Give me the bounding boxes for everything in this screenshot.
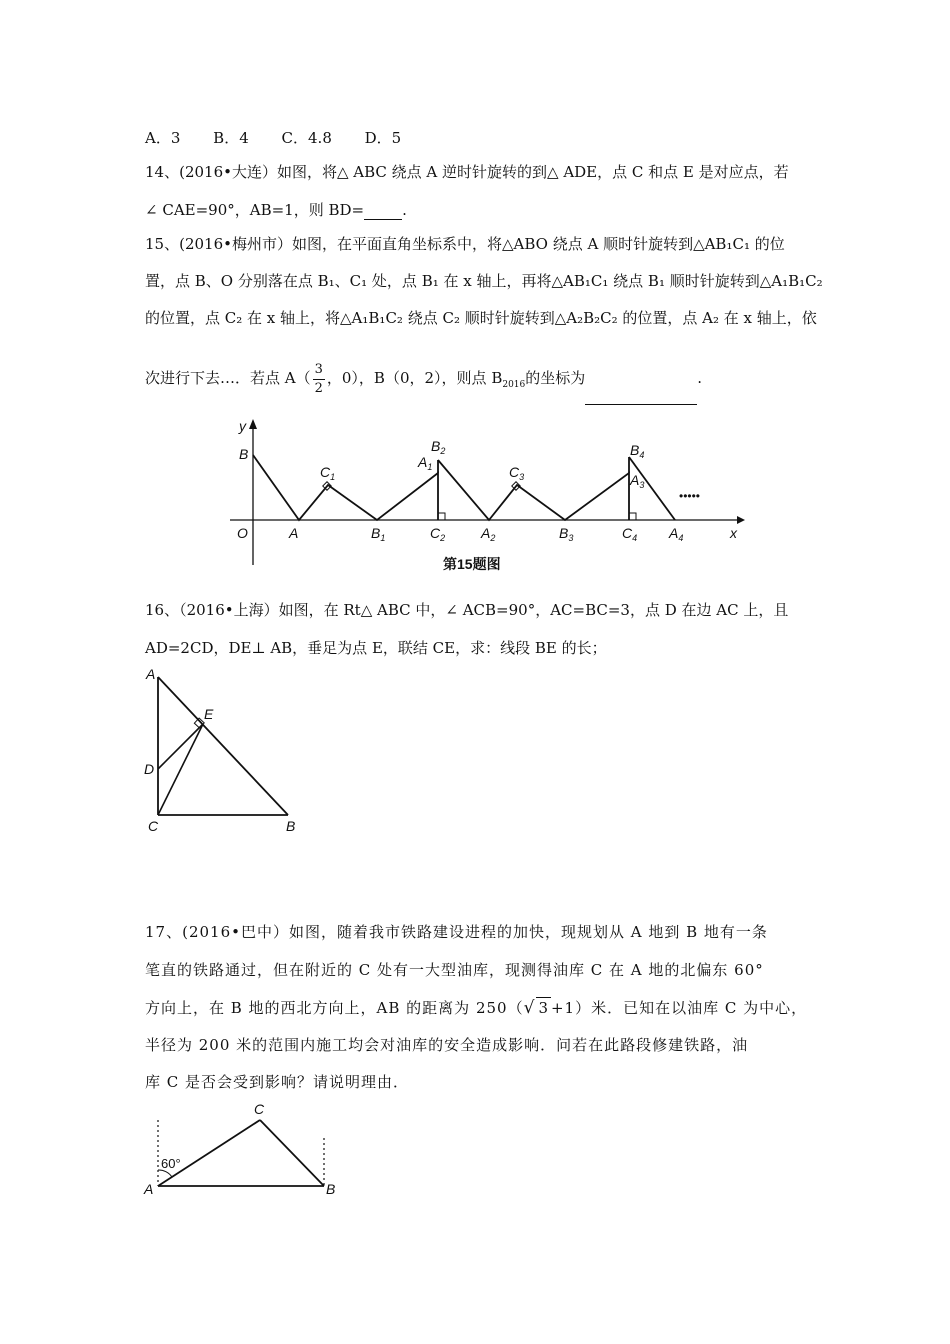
right-angle-c4 [629,513,636,520]
q15-answer-blank[interactable] [585,390,697,405]
label-a2: $A_2$ [481,525,496,543]
frac-den: 2 [314,380,323,396]
segment-ab [158,677,288,815]
label-a1: $A_1$ [418,454,433,472]
fraction-three-halves [313,361,325,398]
q14-line1: 14、(2016•大连）如图，将△ ABC 绕点 A 逆时针旋转的到△ ADE，点 C 和点 E 是对应点，若 [145,163,789,181]
option-a: A．3 [145,129,181,147]
q17-line3 [145,997,807,1018]
label-a3: $A_3$ [630,472,645,490]
label-c2: $C_2$ [430,525,446,543]
q15-subscript: 2016 [502,380,526,390]
q15-line2: 置，点 B、O 分别落在点 B₁、C₁ 处，点 B₁ 在 x 轴上，再将△AB₁C₁ 绕点 B₁ 顺时针旋转到△A₁B₁C₂ [145,272,823,290]
q15-line4 [145,358,702,405]
label-c: C [148,818,159,834]
q17-text-b: +1）米．已知在以油库 C 为中心， [550,999,808,1017]
q15-text-b: ，0），B（0，2），则点 B [326,369,503,387]
q13-options [145,128,429,148]
q15-line1: 15、(2016•梅州市）如图，在平面直角坐标系中，将△ABO 绕点 A 顺时针旋转到△AB₁C₁ 的位 [145,235,785,253]
label-a: A [146,666,156,682]
label-c3: $C_3$ [509,464,525,482]
polyline-chain-1 [253,455,438,520]
q15-period: . [697,369,703,387]
label-c1: $C_1$ [320,464,336,482]
q17-line4: 半径为 200 米的范围内施工均会对油库的安全造成影响．问若在此路段修建铁路，油 [145,1036,749,1054]
label-b1: $B_1$ [371,525,386,543]
label-c: C [254,1101,265,1117]
label-b4: $B_4$ [630,442,645,460]
label-b2: $B_2$ [431,438,446,456]
q17-text-a: 方向上，在 B 地的西北方向上，AB 的距离为 250（ [145,999,524,1017]
label-a4: $A_4$ [669,525,684,543]
q14-answer-blank[interactable] [364,205,402,220]
q14-period: . [402,201,407,219]
x-axis-arrow [737,516,745,524]
label-x: x [730,525,737,541]
angle-arc [158,1170,172,1177]
option-d: D．5 [364,129,402,147]
label-angle: 60° [161,1156,181,1171]
sqrt-icon: √ [523,998,536,1018]
segment-de [158,724,203,769]
right-angle-c2 [438,513,445,520]
q17-line1: 17、(2016•巴中）如图，随着我市铁路建设进程的加快，现规划从 A 地到 B 地有一条 [145,923,768,941]
label-a: A [144,1181,154,1197]
q17-sqrt-value: 3 [538,999,549,1017]
frac-num: 3 [313,361,325,380]
segment-ce [158,724,203,815]
label-b: B [239,446,249,462]
label-c4: $C_4$ [622,525,638,543]
q15-line3: 的位置，点 C₂ 在 x 轴上，将△A₁B₁C₂ 绕点 C₂ 顺时针旋转到△A₂B₂C₂ 的位置，点 A₂ 在 x 轴上，依 [145,309,817,327]
figure-16 [140,665,320,840]
y-axis-arrow [249,419,257,429]
label-b: B [286,818,296,834]
q16-line1: 16、（2016•上海）如图，在 Rt△ ABC 中，∠ ACB=90°，AC=BC=3，点 D 在边 AC 上，且 [145,601,789,619]
q17-line5: 库 C 是否会受到影响？请说明理由． [145,1073,410,1091]
figure-15-caption: 第15题图 [443,556,501,572]
segment-cb [260,1120,324,1186]
label-dots: ••••• [679,489,701,503]
q17-line2: 笔直的铁路通过，但在附近的 C 处有一大型油库，现测得油库 C 在 A 地的北偏东 60° [145,961,764,979]
q15-text-c: 的坐标为 [525,369,586,387]
segment-b4-a4 [629,457,675,520]
q15-text-a: 次进行下去…．若点 A（ [145,369,311,387]
figure-17 [140,1098,355,1203]
segment-ac [158,1120,260,1186]
option-b: B．4 [213,129,249,147]
label-o: O [237,525,248,541]
polyline-chain-2 [438,460,629,520]
q14-line2 [145,200,407,220]
q14-text: ∠ CAE=90°，AB=1，则 BD= [145,201,365,219]
label-e: E [204,706,214,722]
figure-15 [225,415,745,575]
label-a: A [289,525,299,541]
q16-line2: AD=2CD，DE⊥ AB，垂足为点 E，联结 CE，求：线段 BE 的长； [145,639,607,657]
label-d: D [144,761,155,777]
label-b3: $B_3$ [559,525,574,543]
label-b: B [326,1181,336,1197]
label-y: y [239,418,246,434]
option-c: C．4.8 [281,129,332,147]
